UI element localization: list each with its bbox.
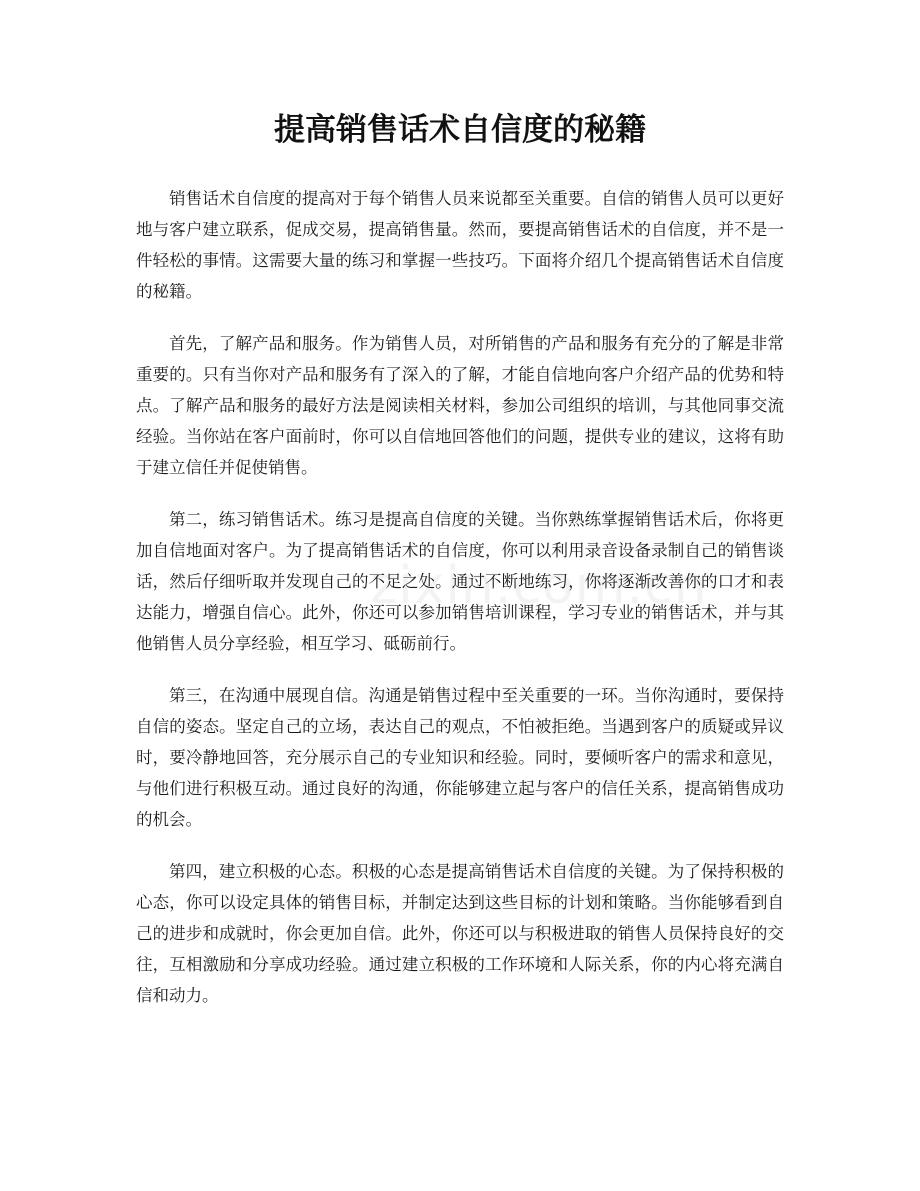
paragraph-second: 第二，练习销售话术。练习是提高自信度的关键。当你熟练掌握销售话术后，你将更加自信地面对客户。为了提高销售话术的自信度，你可以利用录音设备录制自己的销售谈话，然后仔细听取并发现自己的不足之处。通过不断地练习，你将逐渐改善你的口才和表达能力，增强自信心。此外，你还可以参加销售培训课程，学习专业的销售话术，并与其他销售人员分享经验，相互学习、砥砺前行。 <box>136 510 784 653</box>
document-title: 提高销售话术自信度的秘籍 <box>274 112 646 148</box>
paragraph-third: 第三，在沟通中展现自信。沟通是销售过程中至关重要的一环。当你沟通时，要保持自信的姿态。坚定自己的立场，表达自己的观点，不怕被拒绝。当遇到客户的质疑或异议时，要冷静地回答，充分展示自己的专业知识和经验。同时，要倾听客户的需求和意见，与他们进行积极互动。通过良好的沟通，你能够建立起与客户的信任关系，提高销售成功的机会。 <box>136 686 784 829</box>
document-body <box>136 183 784 1032</box>
paragraph-fourth: 第四，建立积极的心态。积极的心态是提高销售话术自信度的关键。为了保持积极的心态，你可以设定具体的销售目标，并制定达到这些目标的计划和策略。当你能够看到自己的进步和成就时，你会更加自信。此外，你还可以与积极进取的销售人员保持良好的交往，互相激励和分享成功经验。通过建立积极的工作环境和人际关系，你的内心将充满自信和动力。 <box>136 862 784 1005</box>
paragraph-first: 首先，了解产品和服务。作为销售人员，对所销售的产品和服务有充分的了解是非常重要的。只有当你对产品和服务有了深入的了解，才能自信地向客户介绍产品的优势和特点。了解产品和服务的最好方法是阅读相关材料，参加公司组织的培训，与其他同事交流经验。当你站在客户面前时，你可以自信地回答他们的问题，提供专业的建议，这将有助于建立信任并促使销售。 <box>136 334 784 477</box>
paragraph-intro: 销售话术自信度的提高对于每个销售人员来说都至关重要。自信的销售人员可以更好地与客户建立联系，促成交易，提高销售量。然而，要提高销售话术的自信度，并不是一件轻松的事情。这需要大量的练习和掌握一些技巧。下面将介绍几个提高销售话术自信度的秘籍。 <box>136 189 784 301</box>
